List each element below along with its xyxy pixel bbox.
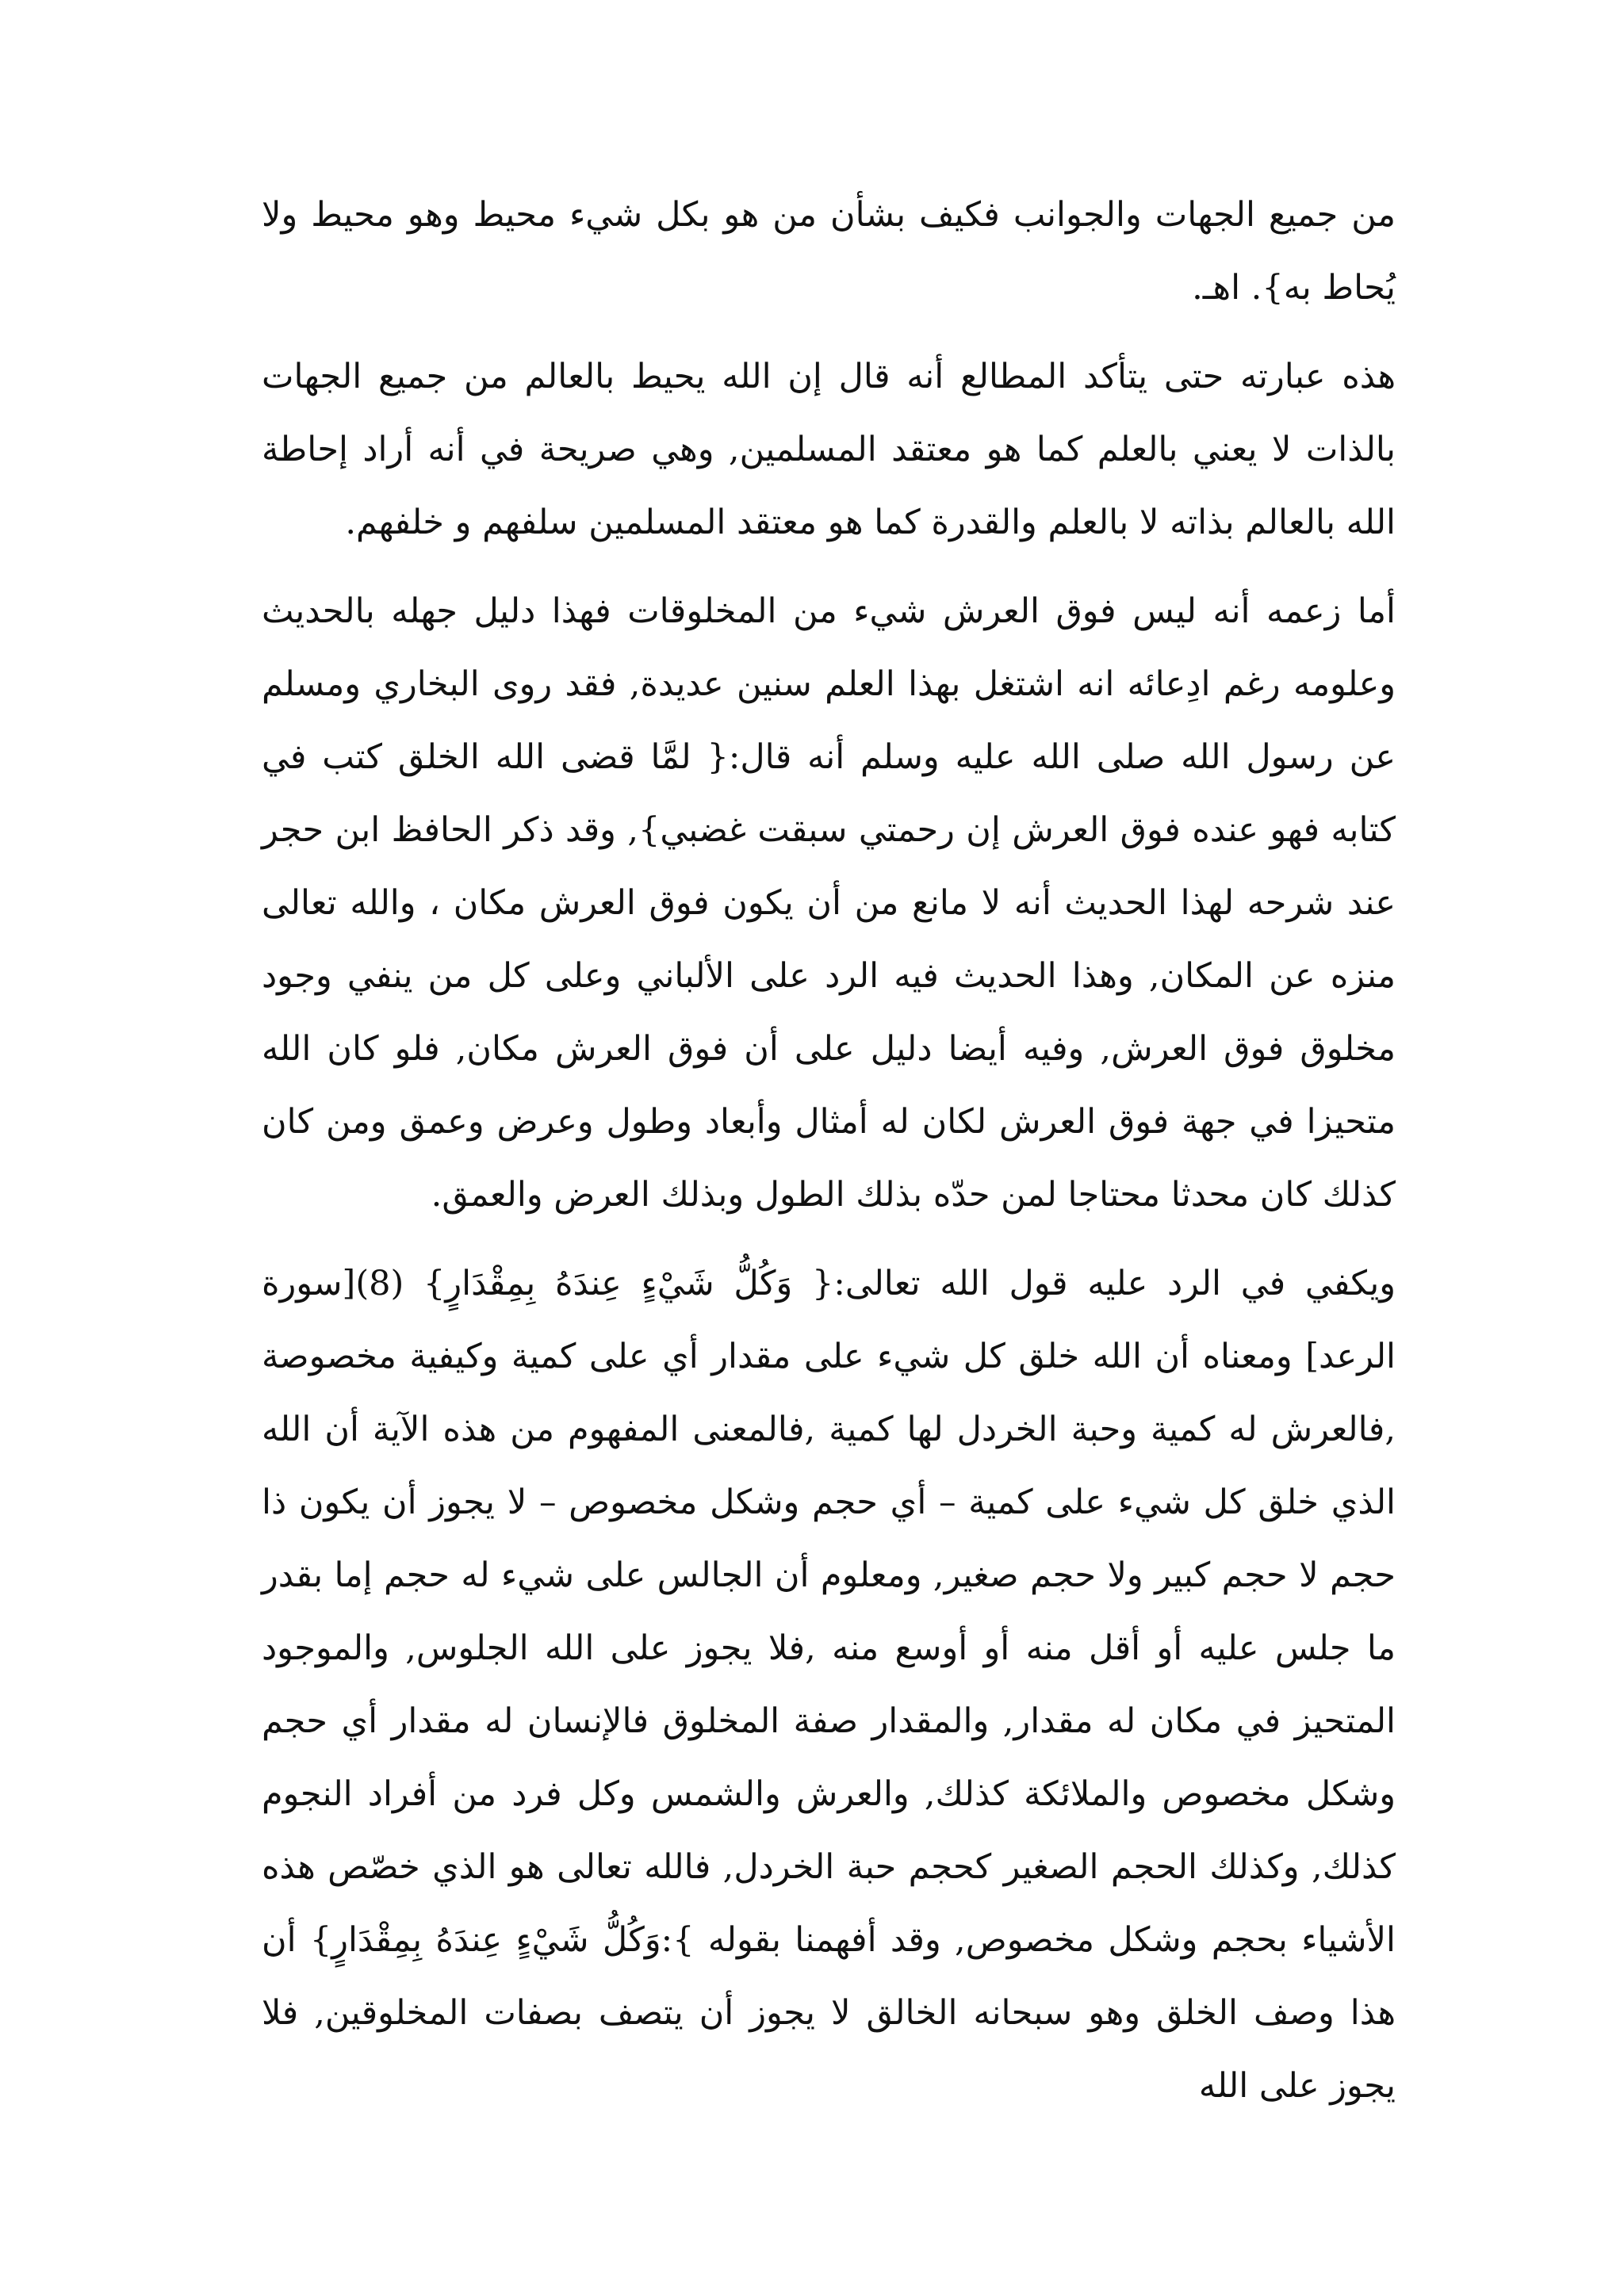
paragraph-2: هذه عبارته حتى يتأكد المطالع أنه قال إن الله يحيط بالعالم من جميع الجهات بالذات لا يعني بالعلم كما هو معتقد المسلمين, وهي صريحة في أنه أراد إحاطة الله بالعالم بذاته لا بالعلم والقدرة كما هو معتقد المسلمين سلفهم و خلفهم. <box>262 357 1396 542</box>
body-text <box>262 178 1396 2138</box>
paragraph-4: ويكفي في الرد عليه قول الله تعالى:{ وَكُلُّ شَيْءٍ عِندَهُ بِمِقْدَارٍ} (8)[سورة الرعد] ومعناه أن الله خلق كل شيء على مقدار أي على كمية وكيفية مخصوصة ,فالعرش له كمية وحبة الخردل لها كمية ,فالمعنى المفهوم من هذه الآية أن الله الذي خلق كل شيء على كمية – أي حجم وشكل مخصوص – لا يجوز أن يكون ذا حجم لا حجم كبير ولا حجم صغير, ومعلوم أن الجالس على شيء له حجم إما بقدر ما جلس عليه أو أقل منه أو أوسع منه ,فلا يجوز على الله الجلوس, والموجود المتحيز في مكان له مقدار, والمقدار صفة المخلوق فالإنسان له مقدار أي حجم وشكل مخصوص والملائكة كذلك, والعرش والشمس وكل فرد من أفراد النجوم كذلك, وكذلك الحجم الصغير كحجم حبة الخردل, فالله تعالى هو الذي خصّص هذه الأشياء بحجم وشكل مخصوص, وقد أفهمنا بقوله }:وَكُلُّ شَيْءٍ عِندَهُ بِمِقْدَارٍ} أن هذا وصف الخلق وهو سبحانه الخالق لا يجوز أن يتصف بصفات المخلوقين, فلا يجوز على الله <box>262 1264 1396 2106</box>
paragraph-1: من جميع الجهات والجوانب فكيف بشأن من هو بكل شيء محيط وهو محيط ولا يُحاط به}. اهـ. <box>262 195 1396 308</box>
paragraph-3: أما زعمه أنه ليس فوق العرش شيء من المخلوقات فهذا دليل جهله بالحديث وعلومه رغم ادِعائه انه اشتغل بهذا العلم سنين عديدة, فقد روى البخاري ومسلم عن رسول الله صلى الله عليه وسلم أنه قال:{ لمَّا قضى الله الخلق كتب في كتابه فهو عنده فوق العرش إن رحمتي سبقت غضبي}, وقد ذكر الحافظ ابن حجر عند شرحه لهذا الحديث أنه لا مانع من أن يكون فوق العرش مكان ، والله تعالى منزه عن المكان, وهذا الحديث فيه الرد على الألباني وعلى كل من ينفي وجود مخلوق فوق العرش, وفيه أيضا دليل على أن فوق العرش مكان, فلو كان الله متحيزا في جهة فوق العرش لكان له أمثال وأبعاد وطول وعرض وعمق ومن كان كذلك كان محدثا محتاجا لمن حدّه بذلك الطول وبذلك العرض والعمق. <box>262 591 1396 1215</box>
